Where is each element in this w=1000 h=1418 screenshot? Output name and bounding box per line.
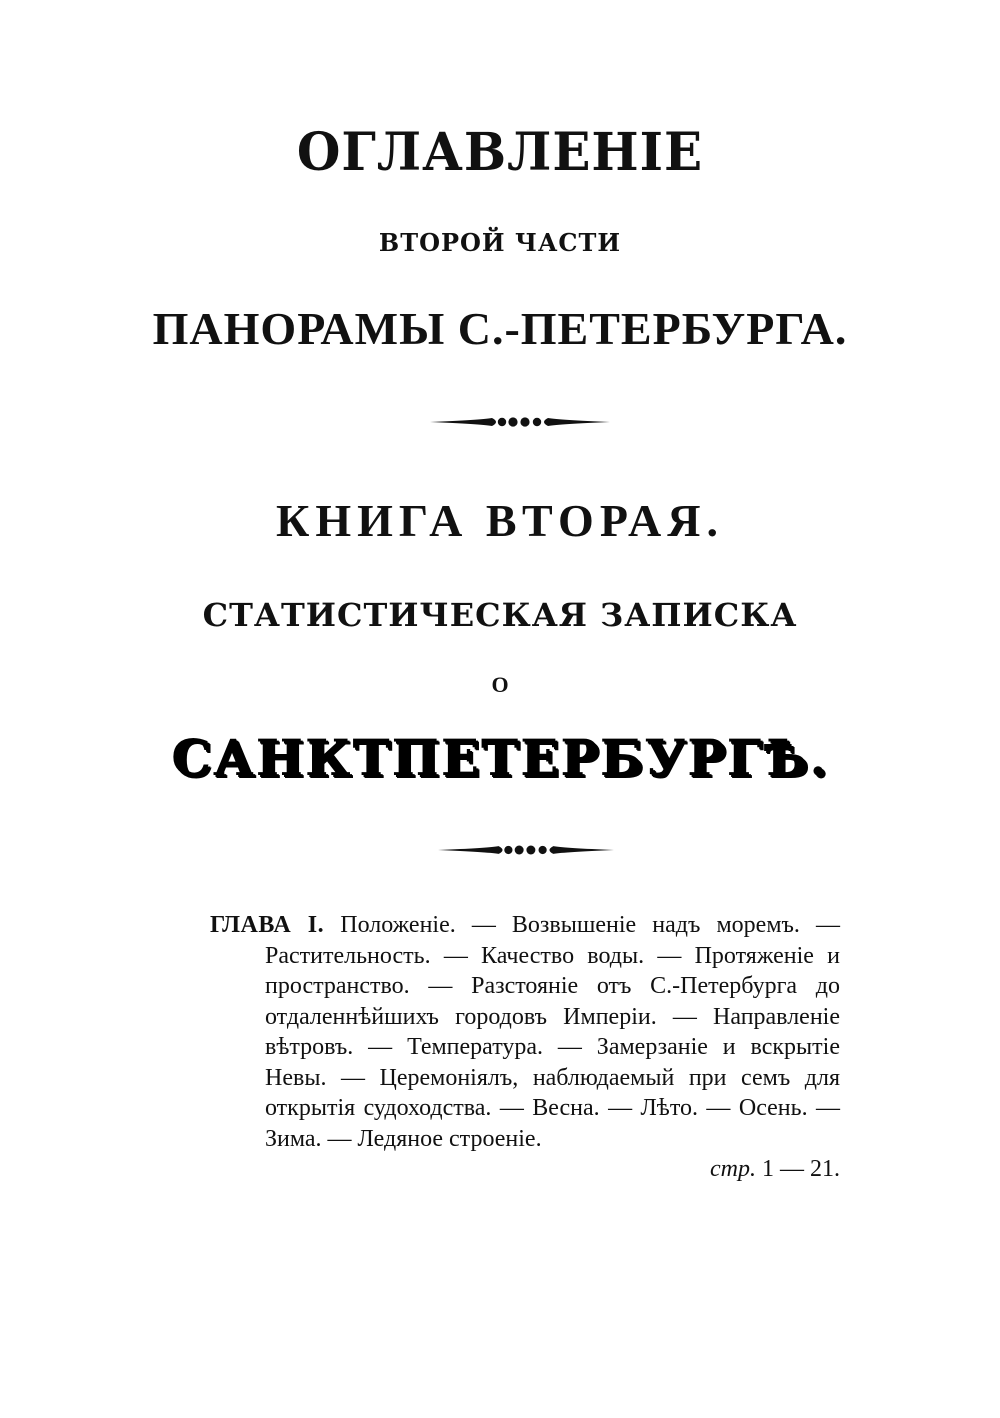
page-numbers: 1 — 21. <box>762 1156 840 1182</box>
city-title: САНКТПЕТЕРБУРГѢ. <box>171 728 829 787</box>
page-range <box>210 1154 840 1185</box>
table-of-contents <box>210 910 840 1185</box>
ornamental-rule-icon <box>438 840 614 860</box>
page-title: ОГЛАВЛЕНІЕ <box>296 120 704 183</box>
page-prefix: стр. <box>710 1156 756 1182</box>
chapter-label: ГЛАВА I. <box>210 912 325 938</box>
section-title: СТАТИСТИЧЕСКАЯ ЗАПИСКА <box>202 596 798 634</box>
chapter-summary: Положеніе. — Возвышеніе надъ моремъ. — Растительность. — Качество воды. — Протяженіе и пространство. — Разстояніе отъ С.-Петербурга до отдаленнѣйшихъ городовъ Имперіи. — Направленіе вѣтровъ. — Температура. — Замерзаніе и вскрытіе Невы. — Церемоніялъ, наблюдаемый при семъ для открытія судоходства. — Весна. — Лѣто. — Осень. — Зима. — Ледяное строеніе. <box>265 912 841 1152</box>
toc-entry <box>210 910 840 1154</box>
preposition: О <box>491 672 509 697</box>
book-title: КНИГА ВТОРАЯ. <box>276 495 724 546</box>
work-title: ПАНОРАМЫ С.-ПЕТЕРБУРГА. <box>152 303 848 354</box>
page-subtitle: ВТОРОЙ ЧАСТИ <box>378 228 622 257</box>
ornamental-rule-icon <box>430 412 610 432</box>
